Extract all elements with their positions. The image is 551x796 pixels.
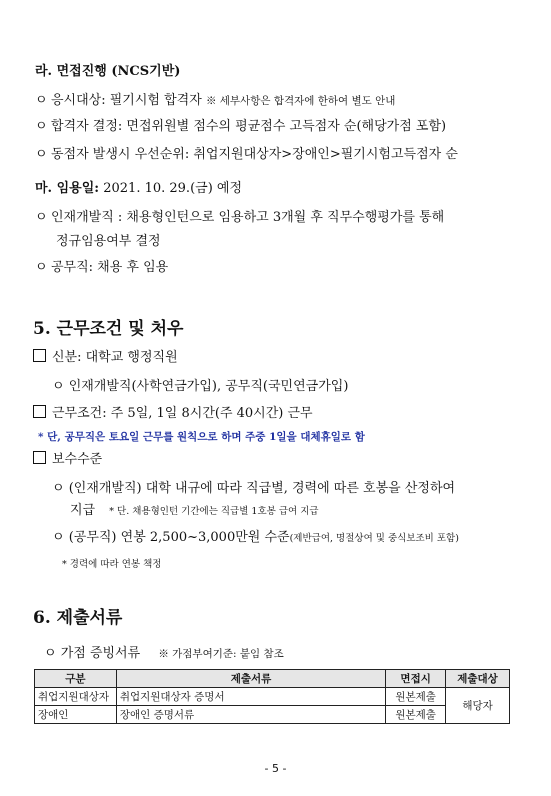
section-ma-title: 마. 임용일: 2021. 10. 29.(금) 예정 [35, 181, 243, 196]
note: * 경력에 따라 연봉 책정 [62, 559, 162, 570]
note: (제반급여, 명절상여 및 중식보조비 포함) [289, 533, 459, 544]
checkbox-square-icon [33, 349, 46, 362]
hours-line: 근무조건: 주 5일, 1일 8시간(주 40시간) 근무 [33, 405, 313, 423]
table-cell: 취업지원대상자 증명서 [116, 688, 385, 706]
pay-item-2: ㅇ (공무직) 연봉 2,500~3,000만원 수준(제반급여, 명절상여 및 중식보조비 포함) [52, 530, 459, 545]
pay-item-1: ㅇ (인재개발직) 대학 내규에 따라 직급별, 경력에 따른 호봉을 산정하여 [52, 481, 456, 496]
note: ※ 세부사항은 합격자에 한하여 별도 안내 [205, 95, 396, 107]
table-cell: 원본제출 [386, 688, 446, 706]
documents-line: ㅇ 가점 증빙서류 ※ 가점부여기준: 붙임 참조 [44, 646, 284, 661]
list-item: ㅇ 인재개발직 : 채용형인턴으로 임용하고 3개월 후 직무수행평가를 통해 [35, 210, 445, 225]
table-header-row [35, 670, 510, 688]
section-5-title: 5. 근무조건 및 처우 [33, 319, 184, 339]
list-item: ㅇ 합격자 결정: 면접위원별 점수의 평균점수 고득점자 순(해당가점 포함) [35, 119, 447, 134]
documents-table [34, 669, 510, 724]
table-header: 제출서류 [116, 670, 385, 688]
note: * 단. 채용형인턴 기간에는 직급별 1호봉 급여 지급 [109, 506, 319, 517]
table-header: 제출대상 [446, 670, 510, 688]
table-cell: 장애인 [35, 706, 117, 724]
checkbox-square-icon [33, 451, 46, 464]
status-sub: ㅇ 인재개발직(사학연금가입), 공무직(국민연금가입) [52, 379, 349, 394]
list-item: ㅇ 응시대상: 필기시험 합격자 ※ 세부사항은 합격자에 한하여 별도 안내 [35, 93, 396, 108]
table-cell: 원본제출 [386, 706, 446, 724]
note: ※ 가점부여기준: 붙임 참조 [158, 648, 284, 660]
table-header: 구분 [35, 670, 117, 688]
hours-note: * 단, 공무직은 토요일 근무를 원칙으로 하며 주중 1일을 대체휴일로 함 [38, 431, 365, 443]
status-line: 신분: 대학교 행정직원 [33, 349, 178, 367]
pay-line: 보수수준 [33, 451, 102, 469]
table-cell: 장애인 증명서류 [116, 706, 385, 724]
appointment-date: 2021. 10. 29.(금) 예정 [103, 181, 243, 196]
section-6-title: 6. 제출서류 [33, 608, 123, 628]
table-row [35, 688, 510, 706]
list-item: ㅇ 공무직: 채용 후 임용 [35, 260, 169, 275]
table-header: 면접시 [386, 670, 446, 688]
pay-item-1-cont: 지급 * 단. 채용형인턴 기간에는 직급별 1호봉 급여 지급 [70, 503, 319, 518]
page-number: - 5 - [264, 762, 287, 775]
table-cell: 취업지원대상자 [35, 688, 117, 706]
table-row [35, 706, 510, 724]
table-cell-merged: 해당자 [446, 688, 510, 724]
checkbox-square-icon [33, 405, 46, 418]
list-item: ㅇ 동점자 발생시 우선순위: 취업지원대상자>장애인>필기시험고득점자 순 [35, 147, 458, 162]
list-item-continuation: 정규임용여부 결정 [56, 234, 161, 249]
section-ra-title: 라. 면접진행 (NCS기반) [35, 64, 181, 79]
